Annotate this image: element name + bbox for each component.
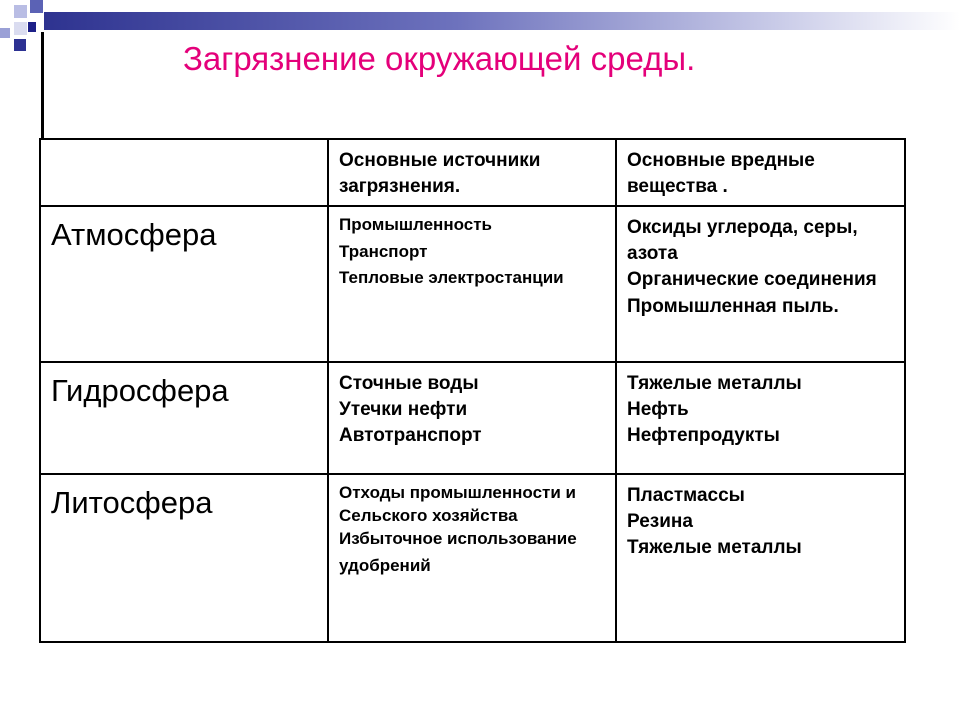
substances-cell: [616, 474, 905, 642]
header-cell-empty: [40, 139, 328, 206]
substance-item: Нефтепродукты: [627, 425, 780, 447]
sphere-cell: Гидросфера: [40, 362, 328, 474]
table-row: [40, 206, 905, 362]
substance-item: Промышленная пыль.: [627, 295, 839, 317]
substance-item: Тяжелые металлы: [627, 537, 802, 559]
table-row: [40, 362, 905, 474]
title-frame-line: [41, 32, 44, 140]
substances-cell: [616, 206, 905, 362]
decor-square: [0, 28, 10, 38]
substance-item: Тяжелые металлы: [627, 373, 802, 394]
header-gradient-bar: [44, 12, 960, 30]
substance-item: Пластмассы: [627, 485, 745, 506]
sphere-cell: Атмосфера: [40, 206, 328, 362]
header-cell-substances: Основные вредные вещества .: [616, 139, 905, 206]
sources-cell: [328, 206, 616, 362]
source-item: Утечки нефти: [339, 399, 468, 421]
substance-item: Оксиды углерода, серы, азота: [627, 217, 858, 265]
substances-cell: [616, 362, 905, 474]
table-header-row: [40, 139, 905, 206]
table-row: [40, 474, 905, 642]
source-item: Избыточное использование: [339, 529, 577, 549]
substance-item: Нефть: [627, 399, 689, 421]
sphere-cell: Литосфера: [40, 474, 328, 642]
header-cell-sources: Основные источники загрязнения.: [328, 139, 616, 206]
slide-title: Загрязнение окружающей среды.: [183, 40, 696, 77]
substance-item: Резина: [627, 511, 693, 533]
source-item: Отходы промышленности и Сельского хозяйства: [339, 483, 576, 526]
decor-square: [30, 0, 43, 13]
sources-cell: [328, 362, 616, 474]
source-item: Сточные воды: [339, 373, 479, 394]
decor-square: [14, 39, 26, 51]
source-item: Тепловые электростанции: [339, 268, 564, 288]
source-item: Автотранспорт: [339, 425, 482, 447]
sources-cell: [328, 474, 616, 642]
substance-item: Органические соединения: [627, 269, 877, 291]
source-item: удобрений: [339, 556, 431, 576]
decor-square: [28, 22, 36, 32]
source-item: Промышленность: [339, 215, 492, 234]
decor-square: [14, 22, 27, 35]
pollution-table: [39, 138, 906, 643]
source-item: Транспорт: [339, 242, 428, 262]
decor-square: [14, 5, 27, 18]
